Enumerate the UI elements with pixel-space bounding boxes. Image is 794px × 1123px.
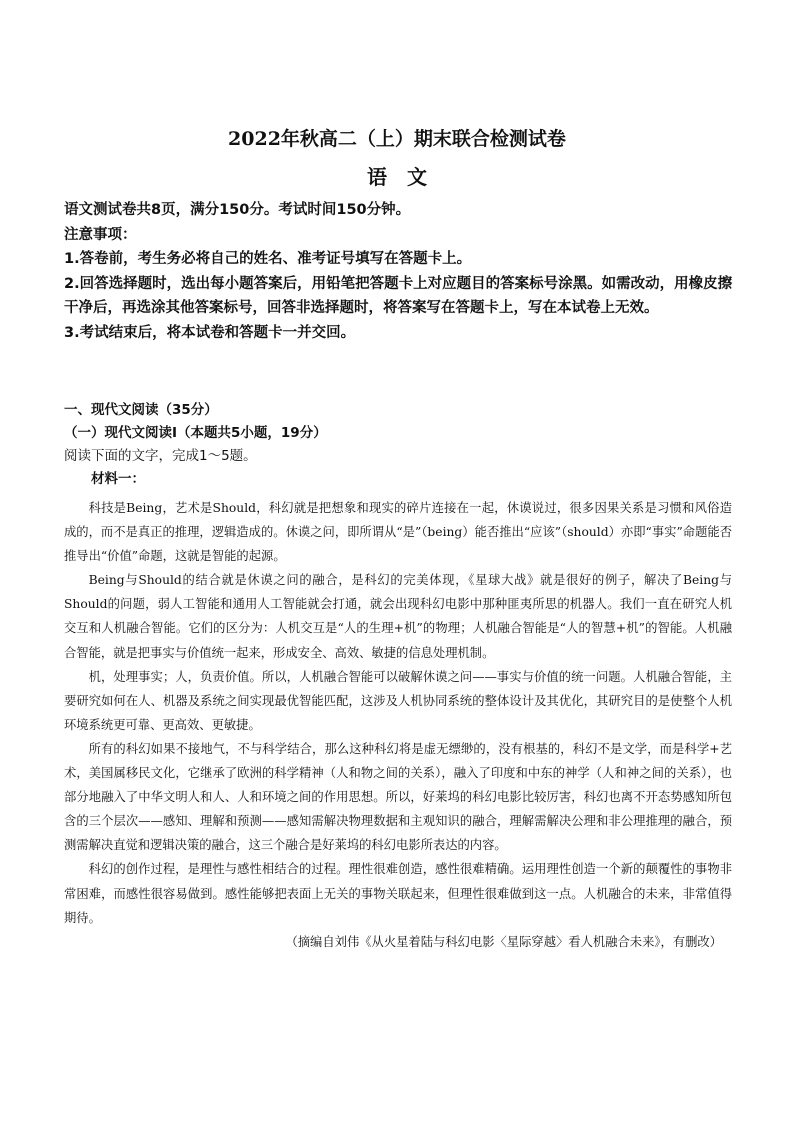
passage-source: （摘编自刘伟《从火星着陆与科幻电影〈星际穿越〉看人机融合未来》，有删改） <box>285 934 722 949</box>
passage-paragraph: 机，处理事实；人，负责价值。所以，人机融合智能可以破解休谟之问——事实与价值的统一问题。人机融合智能，主要研究如何在人、机器及系统之间实现最优智能匹配，这涉及人机协同系统的整体设计及其优化，其研究目的是使整个人机环境系统更可靠、更高效、更敏捷。 <box>64 669 732 732</box>
notice-item: 1.答卷前，考生务必将自己的姓名、准考证号填写在答题卡上。 <box>64 251 472 267</box>
section-subtitle: （一）现代文阅读Ⅰ（本题共5小题，19分） <box>64 425 327 441</box>
passage-paragraph: Being与Should的结合就是休谟之问的融合，是科幻的完美体现，《星球大战》就是很好的例子，解决了Being与Should的问题，弱人工智能和通用人工智能就会打通，就会出现科幻电影中那种匪夷所思的机器人。我们一直在研究人机交互和人机融合智能。它们的区分为：人机交互是“人的生理+机”的物理；人机融合智能是“人的智慧+机”的智能。人机融合智能，就是把事实与价值统一起来，形成安全、高效、敏捷的信息处理机制。 <box>64 573 732 660</box>
section-title: 一、现代文阅读（35分） <box>64 402 218 418</box>
passage-paragraph: 科技是Being，艺术是Should，科幻就是把想象和现实的碎片连接在一起，休谟说过，很多因果关系是习惯和风俗造成的，而不是真正的推理，逻辑造成的。休谟之问，即所谓从“是”（being）能否推出“应该”（should）亦即“事实”命题能否推导出“价值”命题，这就是智能的起源。 <box>64 501 732 564</box>
material-label: 材料一： <box>91 471 145 487</box>
exam-title: 2022年秋高二（上）期末联合检测试卷 <box>228 128 566 150</box>
passage-paragraph: 科幻的创作过程，是理性与感性相结合的过程。理性很难创造，感性很难精确。运用理性创造一个新的颠覆性的事物非常困难，而感性很容易做到。感性能够把表面上无关的事物关联起来，但理性很难做到这一点。人机融合的未来，非常值得期待。 <box>64 862 732 925</box>
section-header <box>64 399 740 491</box>
notice-item: 2.回答选择题时，选出每小题答案后，用铅笔把答题卡上对应题目的答案标号涂黑。如需改动，用橡皮擦干净后，再选涂其他答案标号，回答非选择题时，将答案写在答题卡上，写在本试卷上无效。 <box>64 275 733 316</box>
reading-passage <box>64 496 732 954</box>
passage-paragraph: 所有的科幻如果不接地气，不与科学结合，那么这种科幻将是虚无缥缈的，没有根基的，科幻不是文学，而是科学+艺术，美国属移民文化，它继承了欧洲的科学精神（人和物之间的关系），融入了印度和中东的神学（人和神之间的关系），也部分地融入了中华文明人和人、人和环境之间的作用思想。所以，好莱坞的科幻电影比较厉害，科幻也离不开态势感知所包含的三个层次——感知、理解和预测——感知需解决物理数据和主观知识的融合，理解需解决公理和非公理推理的融合，预测需解决直觉和逻辑决策的融合，这三个融合是好莱坞的科幻电影所表达的内容。 <box>64 741 732 853</box>
subject-title: 语文 <box>367 165 447 189</box>
notice-item: 3.考试结束后，将本试卷和答题卡一并交回。 <box>64 324 356 341</box>
section-instruction: 阅读下面的文字，完成1～5题。 <box>64 448 257 464</box>
notice-intro: 语文测试卷共8页，满分150分。考试时间150分钟。 <box>64 202 411 218</box>
exam-notice <box>64 198 740 345</box>
notice-heading: 注意事项： <box>64 226 137 243</box>
